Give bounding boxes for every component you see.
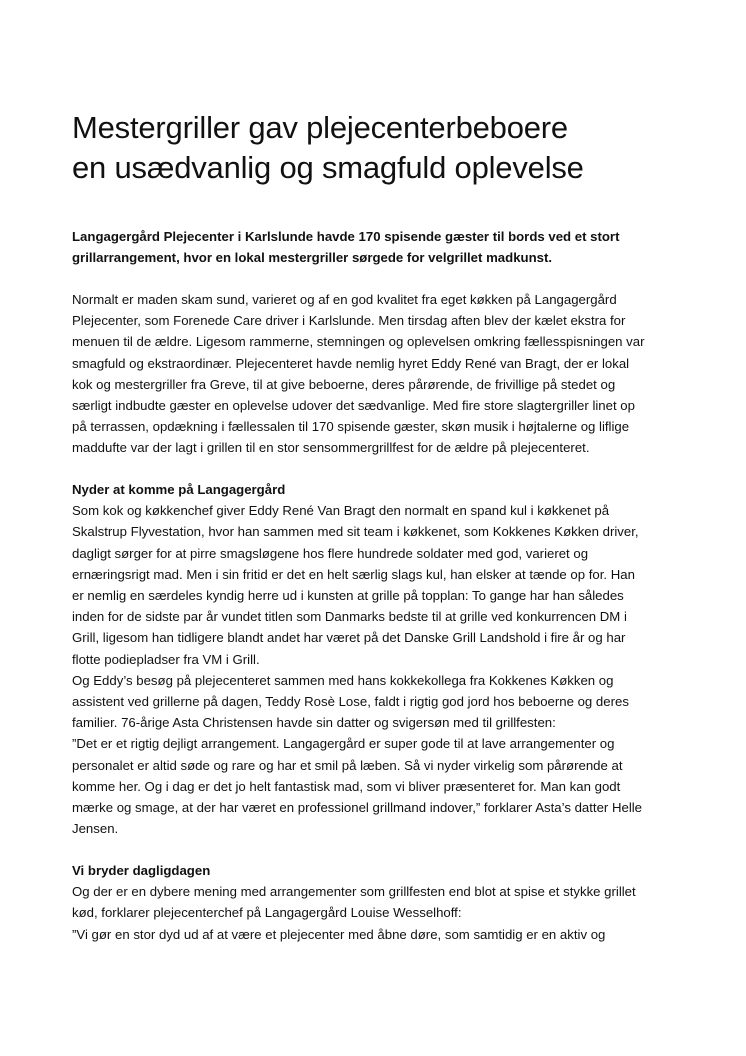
title-line: en usædvanlig og smagfuld oplevelse [72, 150, 584, 185]
quote-line: komme her. Og i dag er det jo helt fantastisk mad, som vi bliver præsenteret for. Man kan godt [72, 778, 621, 794]
body-line: Plejecenter, som Forenede Care driver i Karlslunde. Men tirsdag aften blev der kælet ekstra for [72, 313, 626, 329]
body-line: kok og mestergriller fra Greve, til at give beboerne, deres pårørende, de frivillige på stedet og [72, 376, 616, 392]
body-line: Som kok og køkkenchef giver Eddy René Van Bragt den normalt en spand kul i køkkenet på [72, 503, 610, 519]
body-line: dagligt sørger for at pirre smagsløgene hos flere hundrede soldater med god, varieret og [72, 545, 589, 561]
body-line: på terrassen, opdækning i fællessalen til 170 spisende gæster, skøn musik i højtalerne og liflige [72, 419, 630, 435]
body-line: inden for de sidste par år vundet titlen som Danmarks bedste til at grille ved konkurrencen DM i [72, 609, 627, 625]
body-line: kød, forklarer plejecenterchef på Langagergård Louise Wesselhoff: [72, 905, 462, 921]
body-line: smagfuld og ekstraordinær. Plejecenteret havde nemlig hyret Eddy René van Bragt, der er lokal [72, 355, 630, 371]
body-line: ernæringsrigt mad. Men i sin fritid er det en helt særlig slags kul, han elsker at tænde op for. Han [72, 566, 635, 582]
body-line: flotte podiepladser fra VM i Grill. [72, 651, 260, 667]
body-line: Og Eddy’s besøg på plejecenteret sammen med hans kokkekollega fra Kokkenes Køkken og [72, 672, 614, 688]
body-line: Grill, ligesom han tidligere blandt andet har været på det Danske Grill Landshold i fire år og har [72, 630, 626, 646]
body-line: familier. 76-årige Asta Christensen havde sin datter og svigersøn med til grillfesten: [72, 715, 556, 731]
section-bryder [72, 860, 692, 945]
body-line: assistent ved grillerne på dagen, Teddy Rosè Lose, faldt i rigtig god jord hos beboerne og deres [72, 694, 629, 710]
body-line: er nemlig en særdeles kyndig herre ud i kunsten at grille på topplan: To gange har han således [72, 588, 624, 604]
quote-line: ”Det er et rigtig dejligt arrangement. Langagergård er super gode til at lave arrangementer og [72, 736, 615, 752]
body-line: menuen til de ældre. Ligesom rammerne, stemningen og oplevelsen omkring fællesspisningen var [72, 334, 645, 350]
body-line: Normalt er maden skam sund, varieret og af en god kvalitet fra eget køkken på Langagergård [72, 292, 617, 307]
body-line: Skalstrup Flyvestation, hvor han sammen med sit team i køkkenet, som Kokkenes Køkken driver, [72, 524, 639, 540]
body-line: maddufte var der lagt i grillen til en stor sensommergrillfest for de ældre på plejecenteret. [72, 440, 590, 456]
quote-line: ”Vi gør en stor dyd ud af at være et plejecenter med åbne døre, som samtidig er en aktiv og [72, 926, 606, 942]
quote-line: Jensen. [72, 821, 119, 837]
section-heading: Nyder at komme på Langagergård [72, 482, 286, 497]
lead-line: grillarrangement, hvor en lokal mestergriller sørgede for velgrillet madkunst. [72, 250, 553, 266]
body-line: særligt indbudte gæster en oplevelse udover det sædvanlige. Med fire store slagtergriller linet op [72, 398, 635, 414]
lead-paragraph [72, 226, 692, 268]
article-title [72, 108, 692, 188]
title-line: Mestergriller gav plejecenterbeboere [72, 110, 568, 145]
section-heading: Vi bryder dagligdagen [72, 863, 211, 878]
body-paragraph [72, 289, 692, 459]
section-nyder [72, 479, 692, 839]
lead-line: Langagergård Plejecenter i Karlslunde havde 170 spisende gæster til bords ved et stort [72, 229, 620, 244]
body-line: Og der er en dybere mening med arrangementer som grillfesten end blot at spise et stykke grillet [72, 884, 636, 900]
quote-line: personalet er altid søde og rare og har et smil på læben. Så vi nyder virkelig som pårørende at [72, 757, 623, 773]
quote-line: mærke og smage, at der har været en professionel grillmand indover,” forklarer Asta’s datter Helle [72, 800, 643, 816]
